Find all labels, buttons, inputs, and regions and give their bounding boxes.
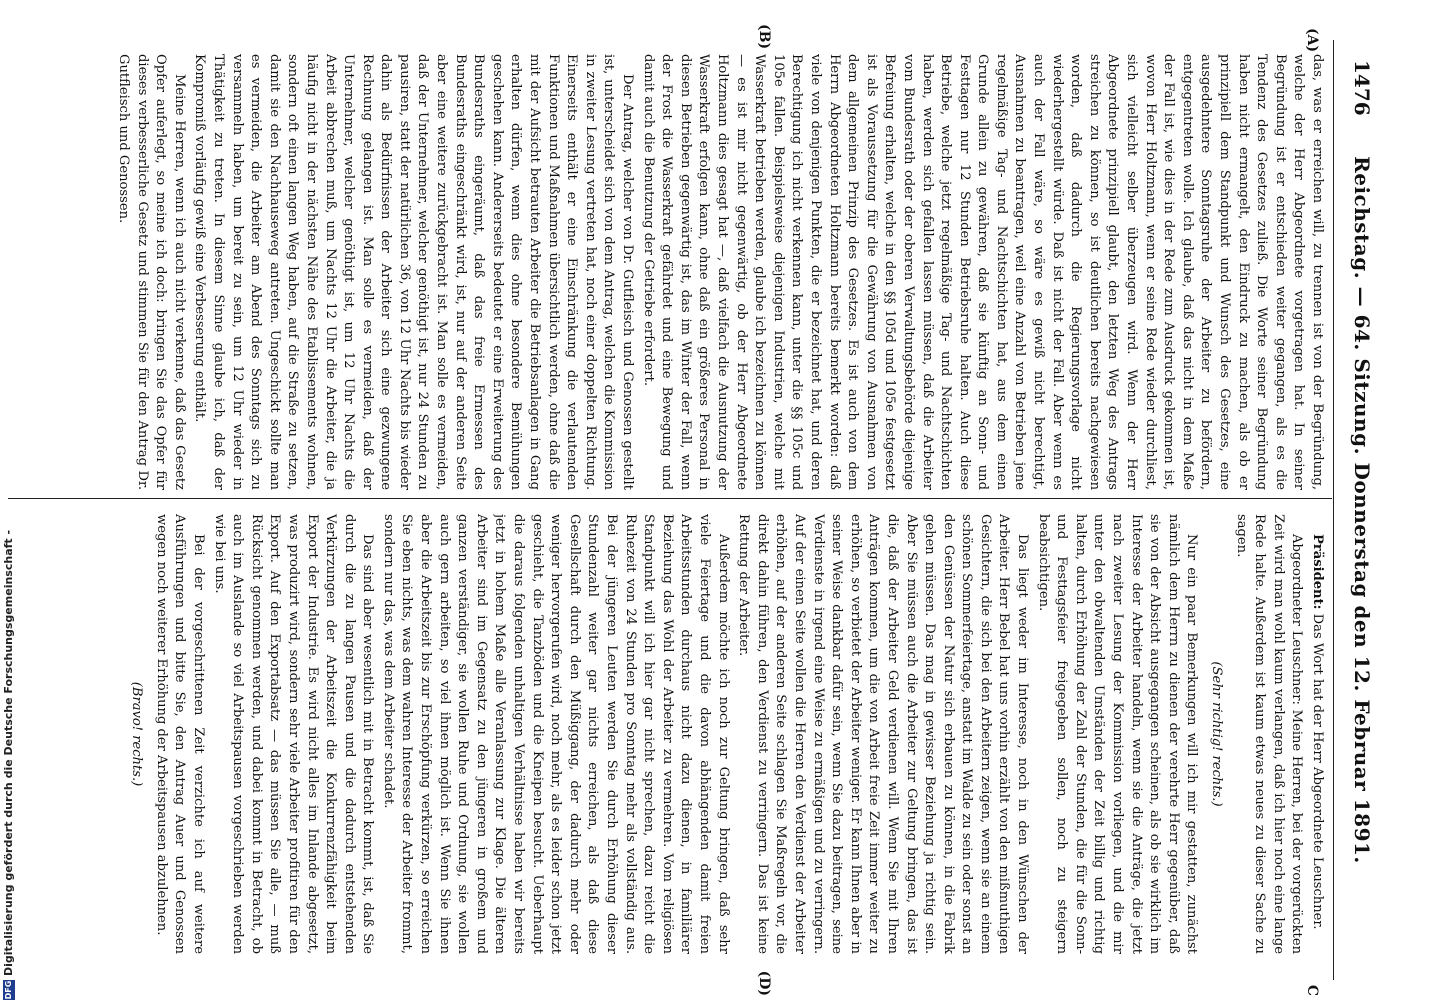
- left-paragraph: Meine Herren, wenn ich auch nicht verkenne, daß das Gesetz Opfer auferlegt, so meine ich doch: bringen Sie das Opfer für dieses verbesserliche Gesetz und stimmen Sie für den Antrag Dr. Gutfleisch und Genossen.: [116, 54, 187, 490]
- margin-marker-b: (B): [756, 24, 772, 50]
- left-column: [10, 54, 1326, 490]
- right-paragraph: Nur ein paar Bemerkungen will ich mir gestatten, zunächst nämlich dem Herrn zu dienen der verehrte Herr gegenüber, daß sie von der Absicht ausgegangen scheinen, als ob sie wirklich im Interesse der Arbeiter handeln, wenn sie die Anträge, die jetzt nach zweiter Lesung der Kommission vorliegen, und die mir unter den obwaltenden Umständen der Zeit billig und richtig halten, durch Erhöhung der Zahl der Stunden, die für die Sonn- und Festtagsfeier freigegeben sollen, noch zu steigern beabsichtigen.: [1035, 514, 1200, 954]
- column-divider: [8, 498, 1332, 499]
- margin-marker-d: (D): [756, 970, 772, 996]
- right-paragraph: Außerdem möchte ich noch zur Geltung bringen, daß sehr viele Feiertage und die davon abhängenden damit freien Arbeitsstunden durchaus nicht dazu dienen, in familiärer Beziehung das Wohl der Arbeiter zu vermehren. Vom religiösen Standpunkt will ich hier gar nicht sprechen, dazu reicht die Ruhezeit von 24 Stunden pro Sonntag mehr als vollständig aus. Bei der jüngeren Leuten werden Sie durch Erhöhung dieser Stundenzahl weiter gar nichts erreichen, als daß diese Gesellschaft durch den Müßiggang, der dadurch mehr oder weniger hervorgerufen wird, noch mehr, als es leider schon jetzt geschieht, die Tanzböden und die Kneipen besucht. Ueberhaupt die daraus folgenden unhaltigen Verhältnisse haben wir bereits jetzt in hohem Maße alle Veranlassung zur Klage. Die älteren Arbeiter sind im Gegensatz zu den jüngeren in großem und ganzen verständiger, sie wollen Ruhe und Ordnung, sie wollen auch gern arbeiten, so viel ihnen möglich ist. Wenn Sie ihnen aber die Arbeitszeit bis zur Erschöpfung verkürzen, so erreichen Sie eben nichts, was dem wahren Interesse der Arbeiter frommt, sondern nur das, was dem Arbeiter schadet.: [380, 514, 731, 954]
- margin-marker-a: (A): [1304, 28, 1320, 53]
- interjection: (Bravo! rechts.): [129, 681, 145, 787]
- page-header: [1346, 40, 1374, 980]
- running-head: Reichstag. — 64. Sitzung. Donnerstag den 12. Februar 1891.: [1350, 156, 1374, 864]
- speaker-line: [1307, 514, 1326, 954]
- speaker-name: Präsident:: [1310, 534, 1325, 610]
- header-rule: [1333, 40, 1334, 980]
- left-paragraph: Der Antrag, welcher von Dr. Gutfleisch und Genossen gestellt ist, unterscheidet sich von dem Antrag, welchen die Kommission in zweiter Lesung vertreten hat, noch einer doppelten Richtung. Einerseits enthält er eine Einschränkung die verlautenden Funktionen und Maßnahmen übersichtlich werden, ohne daß die mit der Aufsicht betrauten Arbeiter die Betriebsanlagen in Gang erhalten dürfen, wenn dies ohne besondere Bemühungen geschehen kann. Andererseits bedeutet er eine Erweiterung des Bundesraths eingeräumt, daß das freie Ermessen des Bundesraths eingeschränkt wird, ist, nur auf der anderen Seite aber eine weitere zurückgebracht ist. Man solle es vermeiden, daß der Unternehmer, welcher genöthigt ist, nur 24 Stunden zu pausiren, statt der natürlichen 36, von 12 Uhr Nachts bis wieder dahin als Bedürfnissen der Arbeiter sich eine gezwungene Rechnung gelangen ist. Man solle es vermeiden, daß der Unternehmer, welcher genöthigt ist, um 12 Uhr Nachts die Arbeit abbrechen muß, um Nachts 12 Uhr die Arbeiter, die ja häufig nicht in der nächsten Nähe des Etablissements wohnen, sondern oft einen langen Weg haben, auf die Straße zu setzen, damit sie den Nachhauseweg antreten. Ungeschickt sollte man es vermeiden, die Arbeiter am Abend des Sonntags sich zu versammeln haben, um bereit zu sein, um 12 Uhr wieder in Thätigkeit zu treten. In diesem Sinne glaube ich, daß der Kompromiß vorläufig gewiß eine Verbesserung enthält.: [192, 54, 636, 490]
- left-paragraph: das, was er erreichen will, zu trennen ist von der Begründung, welche der Herr Abgeordnete vorgetragen hat. In seiner Begründung ist er entschieden weiter gegangen, als es die Tendenz des Gesetzes zuließ. Die Worte seiner Begründung haben nicht ermangelt, den Eindruck zu machen, als ob er prinzipiell dem Standpunkt und Wunsch des Gesetzes, eine ausgedehntere Sonntagsruhe der Arbeiter zu befördern, entgegentreten wolle. Ich glaube, daß das nicht in dem Maße der Fall ist, wie dies in der Rede zum Ausdruck gekommen ist, wovon Herr Holtzmann, wenn er seine Rede wieder durchliest, sich vielleicht selber überzeugen wird. Wenn der Herr Abgeordnete prinzipiell glaubt, den letzten Weg des Antrags streichen zu können, so ist deutlichen bereits nachgewiesen worden, daß dadurch die Regierungsvorlage nicht wiederhergestellt würde. Daß ist nicht der Fall. Aber wenn es auch der Fall wäre, so wäre es gewiß nicht berechtigt, Ausnahmen zu beantragen, weil eine Anzahl von Betrieben jene regelmäßige Tag- und Nachtschichten hat, aus dem einen Grunde allein zu gewähren, daß sie künftig an Sonn- und Festtagen nur 12 Stunden Betriebsruhe halten. Auch diese Betriebe, welche jetzt regelmäßige Tag- und Nachtschichten haben, werden sich gefallen lassen müssen, daß die Arbeiter vom Bundesrath oder der oberen Verwaltungsbehörde diejenige Befreiung erhalten, welche in den §§ 105d und 105e festgesetzt ist als Voraussetzung für die Gewährung von Ausnahmen von dem allgemeinen Prinzip des Gesetzes. Es ist auch von dem Herrn Abgeordneten Holtzmann bereits bemerkt worden: daß viele von denjenigen Punkten, die er bezeichnet hat, und deren Berechtigung ich nicht verkennen kann, unter die §§ 105c und 105e fallen. Beispielsweise diejenigen Industrien, welche mit Wasserkraft betrieben werden, glaube ich bezeichnen zu können — es ist mir nicht gegenwärtig, ob der Herr Abgeordnete Holtzmann dies gesagt hat —, daß vielfach die Ausnutzung der Wasserkraft erfolgen kann, ohne daß ein größeres Personal in diesen Betrieben gegenwärtig ist, das im Winter der Fall, wenn der Frost die Wasserkraft gefährdet und eine Bewegung und damit auch die Benutzung der Getriebe erfordert.: [640, 54, 1325, 490]
- right-paragraph: Bei der vorgeschrittenen Zeit verzichte ich auf weitere Ausführungen und bitte Sie, den Antrag Auer und Genossen wegen noch weiterer Erhöhung der Arbeitspausen abzulehnen.: [153, 514, 206, 954]
- right-paragraph: Abgeordneter Leuschner: Meine Herren, bei der vorgerückten Zeit wird man wohl kaum verlangen, daß ich hier noch eine lange Rede halte. Außerdem ist kaum etwas neues zu dieser Sache zu sagen.: [1233, 514, 1305, 954]
- page-number: 1476: [1350, 60, 1374, 116]
- right-paragraph: Das sind aber wesentlich mit in Betracht kommt, ist, daß Sie durch die zu langen Pausen und die dadurch entstehenden Verkürzungen der Arbeitszeit die Konkurrenzfähigkeit beim Export der Industrie. Es wird nicht alles im Inlande abgesetzt, was produzirt wird, sondern sehr viele Arbeiter profitiren für den Export. Auf den Exportabsatz — das müssen Sie alle, — muß Rücksicht genommen werden, und dabei kommt in Betracht, ob auch im Auslande so viel Arbeitspausen vorgeschrieben werden wie bei uns.: [211, 514, 376, 954]
- right-column: [10, 514, 1326, 954]
- credit-text: Digitalisierung gefördert durch die Deutsche Forschungsgemeinschaft -: [2, 529, 15, 976]
- interjection: (Sehr richtig! rechts.): [1209, 661, 1225, 807]
- credit-line: [0, 0, 18, 1000]
- right-paragraph: Das liegt weder im Interesse, noch in den Wünschen der Arbeiter. Herr Bebel hat uns vorhin erzählt von den mißmuthigen Gesichtern, die sich bei den Arbeitern zeigen, wenn sie an einem schönen Sommerfeiertage, anstatt im Walde zu sein oder sonst an den Genüssen der Natur sich erbauen zu können, in die Fabrik gehen müssen. Das mag in gewisser Beziehung ja richtig sein. Aber Sie müssen auch die Arbeiter zur Geltung bringen, das ist die, daß der Arbeiter Geld verdienen will. Wenn Sie mit Ihren Anträgen kommen, um die von Arbeit freie Zeit immer weiter zu erhöhen, so verbietet der Arbeiter weniger. Er kann Ihnen aber in seiner Weise dankbar dafür sein, wenn Sie dazu beitragen, seine Verdienste in irgend eine Weise zu ermäßigen und zu verringern. Auf der einen Seite wollen die Herren den Verdienst der Arbeiter erhöhen, auf der anderen Seite schlagen Sie Maßregeln vor, die direkt dahin führen, den Verdienst zu verringern. Das ist keine Rettung der Arbeiter.: [736, 514, 1031, 954]
- speaker-text: Das Wort hat der Herr Abgeordnete Leuschner.: [1310, 613, 1325, 930]
- digitization-credit: [0, 0, 18, 1000]
- margin-marker-c: C: [1304, 984, 1320, 996]
- dfg-logo: DFG: [4, 980, 13, 1000]
